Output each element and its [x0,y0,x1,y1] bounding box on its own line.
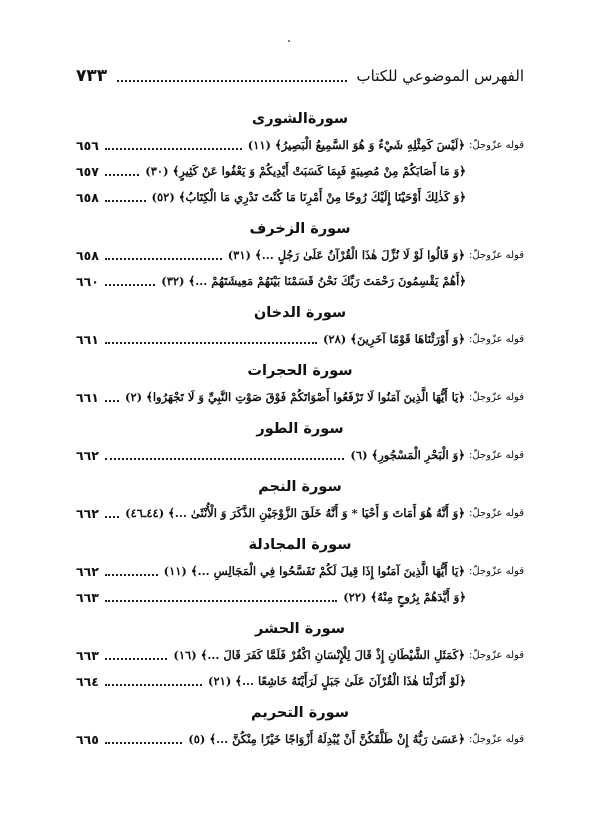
index-entry [76,500,524,526]
entry-prefix: قوله عزّوجلّ: [469,249,524,261]
page-reference: ٦٦١ [76,389,99,405]
dot-leader [105,251,222,260]
index-entry [76,558,524,584]
entry-prefix: قوله عزّوجلّ: [469,333,524,345]
index-entry [76,242,524,268]
index-sections [76,108,524,752]
dot-leader [105,567,158,576]
verse-text: ﴿يَا أَيُّهَا الَّذِينَ آمَنُوا إِذَا قِيلَ لَكُمْ تَفَسَّحُوا فِي الْمَجَالِسِ ...﴾ (١١) [163,564,466,578]
page-reference: ٦٦٢ [76,447,99,463]
page-reference: ٦٥٨ [76,189,99,205]
dot-leader [105,393,119,402]
dot-leader [105,335,317,344]
verse-text: ﴿وَ أَنَّهُ هُوَ أَمَاتَ وَ أَحْيَا * وَ أَنَّهُ خَلَقَ الزَّوْجَيْنِ الذَّكَرَ وَ الْأُنْثَىٰ ...﴾ (٤٤ـ٤٦) [125,506,466,520]
scan-speck [288,40,290,42]
page-number: ٧٣٣ [76,66,108,86]
surah-title: سورة النجم [258,479,342,495]
verse-text: ﴿كَمَثَلِ الشَّيْطَانِ إِذْ قَالَ لِلْإِنْسَانِ اكْفُرْ فَلَمَّا كَفَرَ قَالَ ...﴾ (١٦) [173,648,466,662]
dot-leader [105,651,168,660]
dot-leader [105,593,337,602]
index-entry [76,442,524,468]
page-reference: ٦٥٨ [76,247,99,263]
entry-prefix: قوله عزّوجلّ: [469,139,524,151]
verse-text: ﴿وَ أَيَّدَهُمْ بِرُوحٍ مِنْهُ﴾ (٢٢) [343,590,466,604]
dot-leader [105,677,202,686]
verse-text: ﴿أَهُمْ يَقْسِمُونَ رَحْمَتَ رَبِّكَ نَحْنُ قَسَمْنَا بَيْنَهُمْ مَعِيشَتَهُمْ ...﴾ (٣٢) [161,274,466,288]
page-reference: ٦٦١ [76,331,99,347]
surah-title: سورة الطور [256,421,344,437]
verse-text: ﴿عَسَىٰ رَبُّهُ إِنْ طَلَّقَكُنَّ أَنْ يُبْدِلَهُ أَزْوَاجًا خَيْرًا مِنْكُنَّ ...﴾ (٥) [188,732,466,746]
entry-prefix: قوله عزّوجلّ: [469,565,524,577]
entry-prefix: قوله عزّوجلّ: [469,733,524,745]
header-dot-leader [117,71,346,82]
surah-title: سورة الزخرف [249,221,351,237]
entry-prefix: قوله عزّوجلّ: [469,449,524,461]
verse-text: ﴿يَا أَيُّهَا الَّذِينَ آمَنُوا لَا تَرْفَعُوا أَصْوَاتَكُمْ فَوْقَ صَوْتِ النَّبِيِّ وَ لَا تَجْهَرُوا﴾ (٢) [125,390,466,404]
surah-title: سورة التحريم [251,705,349,721]
index-entry [76,158,524,184]
verse-text: ﴿وَ الْبَحْرِ الْمَسْجُورِ﴾ (٦) [350,448,466,462]
verse-text: ﴿لَيْسَ كَمِثْلِهِ شَيْءٌ وَ هُوَ السَّمِيعُ الْبَصِيرُ﴾ (١١) [247,138,466,152]
surah-title: سورة الحشر [255,621,345,637]
index-entry [76,642,524,668]
surah-title: سورة الدخان [253,305,347,321]
page-reference: ٦٦٠ [76,273,99,289]
page-header [76,66,524,86]
index-entry [76,184,524,210]
dot-leader [105,451,345,460]
page-reference: ٦٦٥ [76,731,99,747]
page-reference: ٦٥٦ [76,137,99,153]
verse-text: ﴿وَ قَالُوا لَوْ لَا نُزِّلَ هٰذَا الْقُرْآنُ عَلَىٰ رَجُلٍ ...﴾ (٣١) [227,248,466,262]
index-entry [76,726,524,752]
dot-leader [105,277,155,286]
page-reference: ٦٦٤ [76,673,99,689]
page-reference: ٦٦٢ [76,505,99,521]
index-entry [76,268,524,294]
index-entry [76,384,524,410]
verse-text: ﴿وَ أَوْرَثْنَاهَا قَوْمًا آخَرِينَ﴾ (٢٨) [322,332,466,346]
page-reference: ٦٦٣ [76,589,99,605]
index-entry [76,584,524,610]
page-reference: ٦٦٣ [76,647,99,663]
entry-prefix: قوله عزّوجلّ: [469,507,524,519]
surah-title: سورةالشورى [251,111,349,127]
dot-leader [105,735,182,744]
entry-prefix: قوله عزّوجلّ: [469,391,524,403]
surah-title: سورة الحجرات [247,363,353,379]
index-entry [76,668,524,694]
verse-text: ﴿لَوْ أَنْزَلْنَا هٰذَا الْقُرْآنَ عَلَىٰ جَبَلٍ لَرَأَيْتَهُ خَاشِعًا ...﴾ (٢١) [208,674,466,688]
verse-text: ﴿وَ كَذٰلِكَ أَوْحَيْنَا إِلَيْكَ رُوحًا مِنْ أَمْرِنَا مَا كُنْتَ تَدْرِي مَا الْكِتَابُ﴾ (٥٢) [151,190,466,204]
dot-leader [105,509,119,518]
entry-prefix: قوله عزّوجلّ: [469,649,524,661]
dot-leader [105,193,146,202]
page-reference: ٦٦٢ [76,563,99,579]
running-title: الفهرس الموضوعي للكتاب [356,67,524,85]
index-entry [76,132,524,158]
page-reference: ٦٥٧ [76,163,99,179]
surah-title: سورة المجادلة [248,537,352,553]
index-entry [76,326,524,352]
dot-leader [105,167,139,176]
verse-text: ﴿وَ مَا أَصَابَكُمْ مِنْ مُصِيبَةٍ فَبِمَا كَسَبَتْ أَيْدِيكُمْ وَ يَعْفُوا عَنْ كَثِيرٍ﴾ (٣٠) [145,164,466,178]
dot-leader [105,141,242,150]
